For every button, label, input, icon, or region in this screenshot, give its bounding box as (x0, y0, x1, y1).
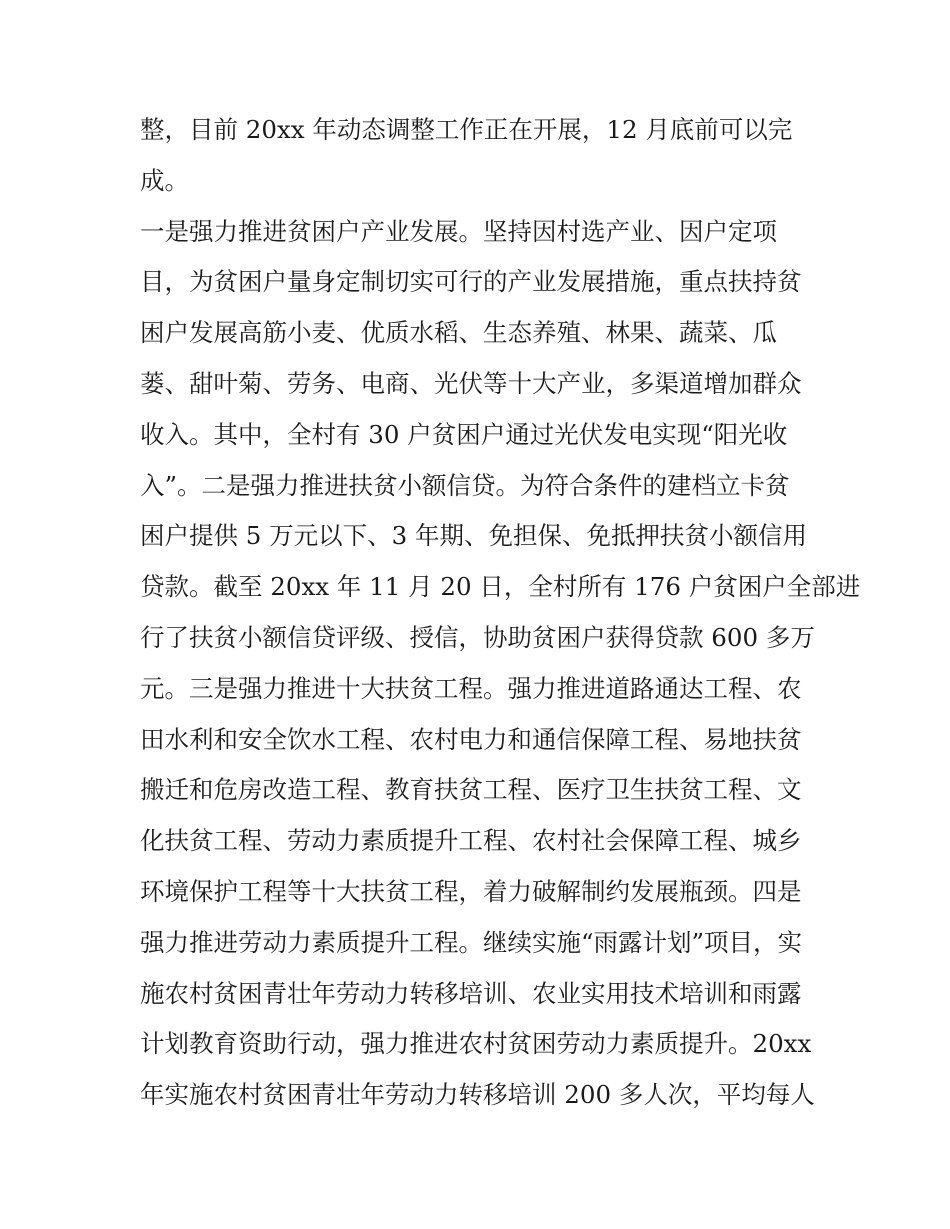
text-line: 田水利和安全饮水工程、农村电力和通信保障工程、易地扶贫 (140, 724, 802, 754)
text-line: 成。 (140, 165, 189, 195)
text-line: 贷款。截至 20xx 年 11 月 20 日，全村所有 176 户贫困户全部进 (140, 572, 861, 602)
text-line: 年实施农村贫困青壮年劳动力转移培训 200 多人次，平均每人 (140, 1080, 815, 1110)
body-text (140, 105, 861, 1121)
text-line: 困户发展高筋小麦、优质水稻、生态养殖、林果、蔬菜、瓜 (140, 318, 777, 348)
text-line: 目，为贫困户量身定制切实可行的产业发展措施，重点扶持贫 (140, 267, 802, 297)
text-line: 环境保护工程等十大扶贫工程，着力破解制约发展瓶颈。四是 (140, 876, 802, 906)
text-line: 搬迁和危房改造工程、教育扶贫工程、医疗卫生扶贫工程、文 (140, 775, 802, 805)
text-line: 化扶贫工程、劳动力素质提升工程、农村社会保障工程、城乡 (140, 826, 802, 856)
text-line: 计划教育资助行动，强力推进农村贫困劳动力素质提升。20xx (140, 1029, 812, 1059)
text-line: 困户提供 5 万元以下、3 年期、免担保、免抵押扶贫小额信用 (140, 521, 808, 551)
text-line: 行了扶贫小额信贷评级、授信，协助贫困户获得贷款 600 多万 (140, 622, 815, 652)
text-line: 元。三是强力推进十大扶贫工程。强力推进道路通达工程、农 (140, 673, 802, 703)
text-line: 整，目前 20xx 年动态调整工作正在开展，12 月底前可以完 (140, 115, 793, 144)
text-line: 施农村贫困青壮年劳动力转移培训、农业实用技术培训和雨露 (140, 978, 802, 1008)
text-line: 收入。其中，全村有 30 户贫困户通过光伏发电实现“阳光收 (140, 419, 788, 449)
text-line: 蒌、甜叶菊、劳务、电商、光伏等十大产业，多渠道增加群众 (140, 368, 802, 398)
text-line: 入”。二是强力推进扶贫小额信贷。为符合条件的建档立卡贫 (140, 470, 790, 500)
text-line: 一是强力推进贫困户产业发展。坚持因村选产业、因户定项 (140, 216, 777, 246)
text-line: 强力推进劳动力素质提升工程。继续实施“雨露计划”项目，实 (140, 927, 803, 957)
